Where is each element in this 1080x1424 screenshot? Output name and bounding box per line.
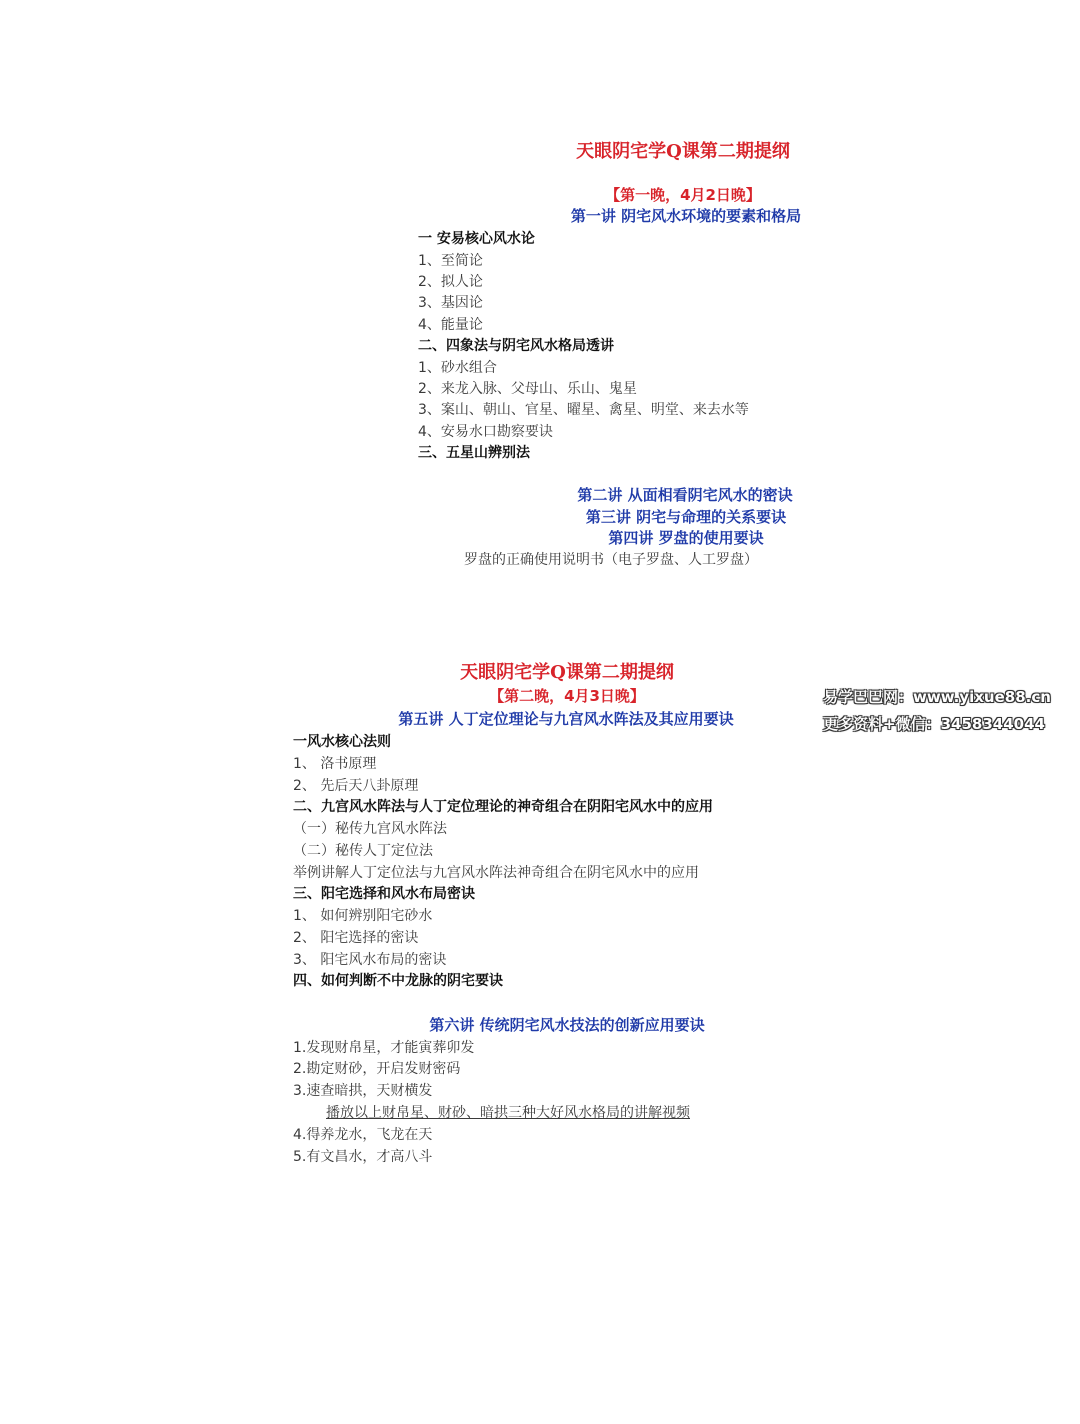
- outline-line: 2、 先后天八卦原理: [293, 778, 419, 794]
- outline-line: 3、案山、朝山、官星、曜星、禽星、明堂、来去水等: [418, 402, 749, 418]
- outline-line: 2、来龙入脉、父母山、乐山、鬼星: [418, 381, 637, 397]
- outline-line: 4、安易水口勘察要诀: [418, 424, 553, 440]
- watermark-website: 易学巴巴网：www.yixue88.cn: [823, 688, 1051, 706]
- outline-line: 三、五星山辨别法: [418, 445, 530, 461]
- section-2-evening: 【第二晚，4月3日晚】: [489, 687, 645, 705]
- outline-line: 四、如何判断不中龙脉的阴宅要诀: [293, 973, 503, 989]
- outline-line: 三、阳宅选择和风水布局密诀: [293, 886, 475, 902]
- outline-line: （二）秘传人丁定位法: [293, 843, 433, 859]
- outline-line: 1、 洛书原理: [293, 756, 377, 772]
- outline-line: 2、拟人论: [418, 274, 483, 290]
- outline-line: 4、能量论: [418, 317, 483, 333]
- outline-line: 3.速查暗拱，天财横发: [293, 1083, 433, 1099]
- outline-line: 2、 阳宅选择的密诀: [293, 930, 419, 946]
- lecture-4-heading: 第四讲 罗盘的使用要诀: [608, 529, 764, 547]
- section-1-title: 天眼阴宅学Q课第二期提纲: [576, 141, 790, 162]
- outline-line: 1.发现财帛星，才能寅葬卯发: [293, 1040, 475, 1056]
- outline-line: 1、砂水组合: [418, 360, 497, 376]
- outline-line: 3、基因论: [418, 295, 483, 311]
- outline-line: 1、 如何辨别阳宅砂水: [293, 908, 433, 924]
- lecture-2-heading: 第二讲 从面相看阴宅风水的密诀: [577, 486, 793, 504]
- outline-line: 二、九宫风水阵法与人丁定位理论的神奇组合在阴阳宅风水中的应用: [293, 799, 713, 815]
- outline-line: 二、四象法与阴宅风水格局透讲: [418, 338, 614, 354]
- watermark-contact: 更多资料+微信：3458344044: [823, 715, 1045, 733]
- outline-line: 5.有文昌水，才高八斗: [293, 1149, 433, 1165]
- video-note: 播放以上财帛星、财砂、暗拱三种大好风水格局的讲解视频: [326, 1105, 690, 1121]
- outline-line: （一）秘传九宫风水阵法: [293, 821, 447, 837]
- lecture-3-heading: 第三讲 阴宅与命理的关系要诀: [585, 508, 787, 526]
- outline-line: 举例讲解人丁定位法与九宫风水阵法神奇组合在阴宅风水中的应用: [293, 865, 699, 881]
- outline-line: 1、至简论: [418, 253, 483, 269]
- section-1-evening: 【第一晚，4月2日晚】: [605, 186, 761, 204]
- section-2-title: 天眼阴宅学Q课第二期提纲: [460, 662, 674, 683]
- outline-line: 一风水核心法则: [293, 734, 391, 750]
- lecture-1-heading: 第一讲 阴宅风水环境的要素和格局: [570, 207, 802, 225]
- outline-line: 3、 阳宅风水布局的密诀: [293, 952, 447, 968]
- compass-note: 罗盘的正确使用说明书（电子罗盘、人工罗盘）: [464, 552, 758, 568]
- outline-line: 一 安易核心风水论: [418, 231, 535, 247]
- outline-line: 2.勘定财砂，开启发财密码: [293, 1061, 461, 1077]
- outline-line: 4.得养龙水，飞龙在天: [293, 1127, 433, 1143]
- lecture-6-heading: 第六讲 传统阴宅风水技法的创新应用要诀: [429, 1016, 705, 1034]
- outline-section-1: [0, 0, 1080, 600]
- lecture-5-heading: 第五讲 人丁定位理论与九宫风水阵法及其应用要诀: [398, 710, 734, 728]
